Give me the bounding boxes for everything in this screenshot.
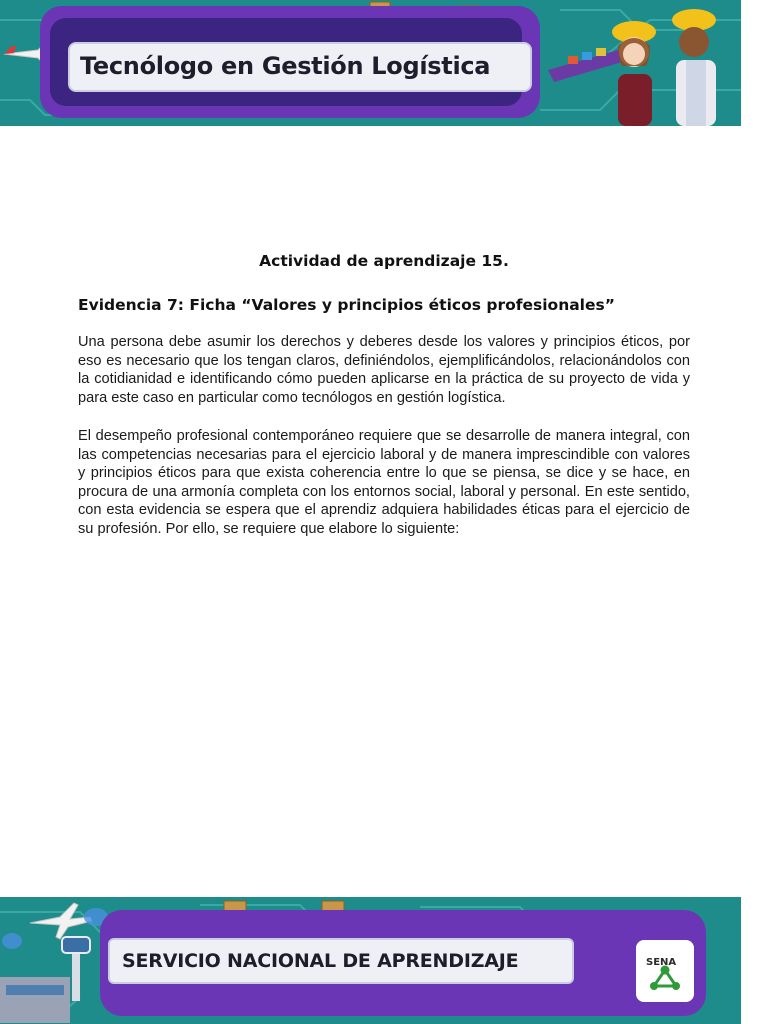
terminal-icon [0, 977, 70, 1023]
body-paragraph: El desempeño profesional contemporáneo requiere que se desarrolle de manera integral, con las competencias necesarias para el ejercicio laboral y de manera imprescindible con valores y principios éticos para que exista coherencia entre lo que se piensa, se dice y se hace, en procura de una armonía completa con los entornos social, laboral y personal. En este sentido, con esta evidencia se espera que el aprendiz adquiera habilidades éticas para el ejercicio de su profesión. Por ello, se requiere que elabore lo siguiente: [78, 428, 690, 537]
activity-heading: Actividad de aprendizaje 15. [259, 252, 509, 270]
sena-logo-icon [636, 940, 694, 1002]
institution-name: SERVICIO NACIONAL DE APRENDIZAJE [122, 950, 519, 972]
cloud-icon [2, 908, 108, 949]
worker-man-icon [672, 9, 716, 126]
worker-woman-icon [612, 21, 656, 126]
header-banner [0, 0, 741, 126]
sena-logo [636, 940, 694, 1002]
body-paragraph: Una persona debe asumir los derechos y deberes desde los valores y principios éticos, por eso es necesario que los tengan claros, definiéndolos, ejemplificándolos, relacionándolos con la cotidianidad e identificando cómo pueden aplicarse en la práctica de su proyecto de vida y para este caso en particular como tecnólogos en gestión logística. [78, 334, 690, 406]
ship-icon [548, 48, 622, 82]
evidence-title: Evidencia 7: Ficha “Valores y principios éticos profesionales” [78, 296, 615, 314]
airplane-icon [30, 903, 92, 939]
page-title: Tecnólogo en Gestión Logística [80, 52, 491, 80]
sena-logo-text: SENA [646, 957, 677, 968]
